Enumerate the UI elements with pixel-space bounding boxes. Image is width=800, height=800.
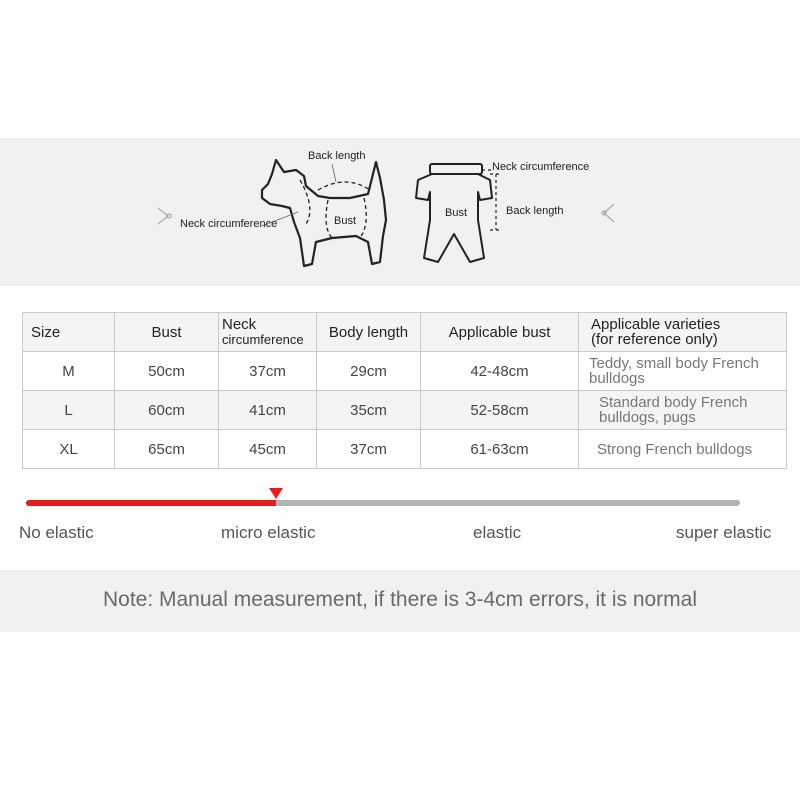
dog-bust-label: Bust	[334, 215, 357, 227]
row-size: M	[23, 352, 115, 391]
table-header-row	[23, 313, 787, 352]
header-neck-line1: Neck	[222, 316, 257, 333]
row-applicable-bust: 61-63cm	[421, 430, 579, 469]
header-applicable-varieties	[579, 313, 787, 352]
dog-outline-icon	[262, 160, 386, 266]
row-varieties-line1: Standard body French	[599, 394, 748, 411]
header-body-length: Body length	[317, 313, 421, 352]
row-varieties	[579, 352, 787, 391]
elastic-label-elastic: elastic	[473, 523, 522, 542]
elastic-label-micro: micro elastic	[221, 523, 316, 542]
note-band	[0, 570, 800, 632]
row-bust: 60cm	[115, 391, 219, 430]
row-bust: 50cm	[115, 352, 219, 391]
measurement-diagram	[0, 138, 800, 286]
row-neck: 37cm	[219, 352, 317, 391]
table-row	[23, 391, 787, 430]
row-neck: 41cm	[219, 391, 317, 430]
elasticity-fill	[26, 500, 276, 506]
header-varieties-line1: Applicable varieties	[591, 316, 721, 333]
elasticity-marker-icon	[269, 488, 283, 499]
table-row	[23, 430, 787, 469]
dog-back-length-label: Back length	[308, 150, 366, 162]
elastic-label-none: No elastic	[19, 523, 94, 542]
row-neck: 45cm	[219, 430, 317, 469]
header-neck-circumference	[219, 313, 317, 352]
row-applicable-bust: 42-48cm	[421, 352, 579, 391]
right-chevron-icon	[602, 204, 614, 222]
header-varieties-line2: (for reference only)	[591, 331, 718, 348]
header-size: Size	[23, 313, 115, 352]
row-size: XL	[23, 430, 115, 469]
row-body-length: 37cm	[317, 430, 421, 469]
header-bust: Bust	[115, 313, 219, 352]
table-row	[23, 352, 787, 391]
row-varieties-line2: bulldogs, pugs	[599, 409, 696, 426]
diagram-drawing	[0, 138, 800, 286]
row-varieties-line1: Teddy, small body French	[589, 355, 759, 372]
row-applicable-bust: 52-58cm	[421, 391, 579, 430]
elasticity-track	[26, 500, 740, 506]
bust-line-back	[360, 198, 366, 238]
row-bust: 65cm	[115, 430, 219, 469]
size-chart-table	[22, 312, 787, 469]
garment-neck-circumference-label: Neck circumference	[492, 161, 590, 173]
garment-bust-label: Bust	[445, 207, 468, 219]
row-body-length: 29cm	[317, 352, 421, 391]
dog-neck-circumference-label: Neck circumference	[180, 218, 278, 230]
row-varieties-line1: Strong French bulldogs	[597, 440, 753, 458]
row-varieties	[579, 430, 787, 469]
header-neck-line2: circumference	[222, 332, 304, 347]
row-size: L	[23, 391, 115, 430]
back-length-line	[318, 182, 370, 190]
row-varieties-line2: bulldogs	[589, 370, 645, 387]
header-applicable-bust: Applicable bust	[421, 313, 579, 352]
note-text: Note: Manual measurement, if there is 3-4cm errors, it is normal	[102, 588, 698, 611]
bust-line-front	[326, 200, 334, 240]
left-chevron-icon	[158, 208, 171, 224]
garment-back-length-label: Back length	[506, 205, 564, 217]
row-body-length: 35cm	[317, 391, 421, 430]
row-varieties	[579, 391, 787, 430]
elastic-label-super: super elastic	[676, 523, 772, 542]
